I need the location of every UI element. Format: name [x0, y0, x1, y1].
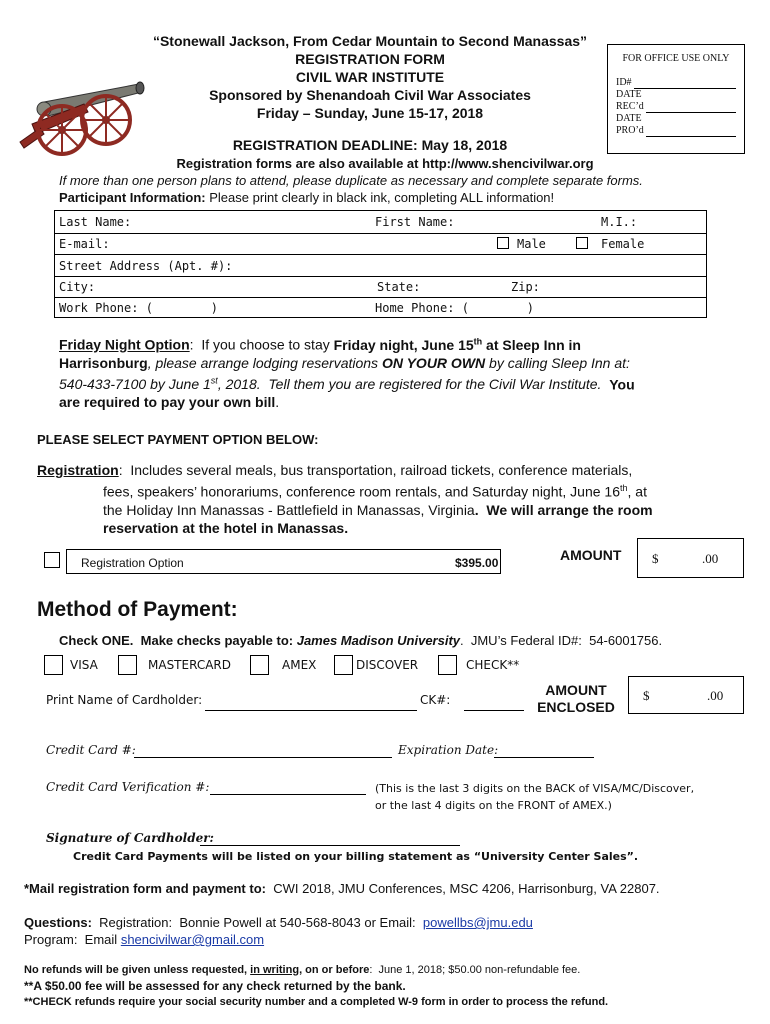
office-date2-label: DATE — [616, 113, 642, 124]
friday-text-4: , 2018. Tell them you are registered for the Civil War Institute. — [217, 376, 610, 393]
method-of-payment-title: Method of Payment: — [37, 598, 238, 621]
female-checkbox[interactable] — [576, 237, 588, 249]
home-phone-field[interactable]: Home Phone: ( ) — [375, 301, 534, 315]
office-recd-row — [616, 101, 736, 113]
state-field[interactable]: State: — [377, 280, 421, 294]
registration-option-price: $395.00 — [455, 556, 499, 570]
sponsor-line: Sponsored by Shenandoah Civil War Associates — [209, 87, 531, 103]
work-phone-field[interactable]: Work Phone: ( ) — [59, 301, 218, 315]
mail-to-label: *Mail registration form and payment to: — [24, 881, 266, 896]
amount-cents: .00 — [702, 551, 719, 566]
participant-label: Participant Information: — [59, 190, 206, 205]
friday-text-2: , please arrange lodging reservations — [147, 354, 382, 371]
last-name-field[interactable]: Last Name: — [59, 215, 132, 229]
amount-dollar-sign: $ — [652, 551, 659, 566]
registration-line-3-bold: . We will arrange the room — [474, 501, 653, 518]
office-id-line[interactable] — [634, 77, 736, 89]
registration-label: Registration — [37, 462, 119, 478]
enclosed-dollar-sign: $ — [643, 688, 650, 703]
discover-checkbox[interactable] — [334, 655, 353, 675]
refund-text-1: No refunds will be given unless requested, — [24, 964, 251, 976]
refund-policy — [24, 962, 608, 1010]
first-name-field[interactable]: First Name: — [375, 215, 455, 229]
office-prod-row — [616, 125, 736, 137]
zip-field[interactable]: Zip: — [511, 280, 540, 294]
friday-you: You — [609, 376, 635, 393]
check-label: CHECK** — [466, 658, 520, 672]
check-number-input[interactable] — [464, 697, 524, 711]
office-id-label: ID# — [616, 77, 632, 88]
returned-check-fee: **A $50.00 fee will be assessed for any check returned by the bank. — [24, 979, 406, 993]
deadline-value: : May 18, 2018 — [413, 137, 508, 153]
street-address-field[interactable]: Street Address (Apt. #): — [59, 259, 233, 273]
friday-text-1: : If you choose to stay — [189, 336, 334, 353]
friday-text-3: by calling Sleep Inn at: — [485, 354, 630, 371]
card-verification-input[interactable] — [210, 781, 366, 795]
form-header — [140, 32, 600, 154]
amount-label: AMOUNT — [560, 547, 622, 563]
office-use-box — [607, 44, 745, 154]
check-one-label: Check ONE. Make checks payable to: — [59, 633, 297, 648]
registration-line-4: reservation at the hotel in Manassas. — [103, 519, 349, 536]
cannon-wheel-right — [82, 96, 130, 144]
billing-statement-note: Credit Card Payments will be listed on your billing statement as “University Center Sales”. — [73, 850, 639, 863]
participant-text: Please print clearly in black ink, completing ALL information! — [205, 190, 555, 205]
federal-id: . JMU’s Federal ID#: 54-6001756. — [460, 633, 663, 648]
institute-name: CIVIL WAR INSTITUTE — [295, 69, 445, 85]
female-label: Female — [601, 237, 645, 251]
refund-in-writing: in writing — [250, 964, 300, 976]
mail-to-address: CWI 2018, JMU Conferences, MSC 4206, Harrisonburg, VA 22807. — [265, 881, 660, 896]
payment-select-heading: PLEASE SELECT PAYMENT OPTION BELOW: — [37, 432, 319, 447]
credit-card-number-input[interactable] — [134, 744, 392, 758]
friday-period: . — [275, 394, 280, 411]
form-name: REGISTRATION FORM — [295, 51, 445, 67]
registration-line-1: : Includes several meals, bus transportation, railroad tickets, conference materials, — [118, 462, 633, 478]
office-recd-line[interactable] — [646, 101, 736, 113]
check-refund-requirements: **CHECK refunds require your social security number and a completed W-9 form in order to process the refund. — [24, 996, 609, 1008]
registration-option-checkbox[interactable] — [44, 552, 60, 568]
visa-checkbox[interactable] — [44, 655, 63, 675]
friday-phone: 540-433-7100 by June 1 — [59, 376, 211, 393]
registration-email-link[interactable]: powellbs@jmu.edu — [422, 915, 533, 930]
friday-option-label: Friday Night Option — [59, 336, 190, 353]
deadline-line — [140, 136, 600, 154]
registration-description — [37, 461, 717, 537]
questions-block — [24, 914, 533, 948]
program-email-link[interactable]: shencivilwar@gmail.com — [120, 932, 265, 947]
payee-name: James Madison University — [296, 633, 461, 648]
friday-date-sup: th — [473, 336, 483, 346]
cvv-note-line-1: (This is the last 3 digits on the BACK of VISA/MC/Discover, — [375, 782, 695, 795]
registration-line-2: fees, speakers’ honorariums, conference room rentals, and Saturday night, June 16 — [103, 483, 620, 500]
cvv-note — [375, 780, 694, 814]
mail-to-line — [24, 881, 660, 896]
registration-option-label: Registration Option — [81, 556, 184, 570]
visa-label: VISA — [70, 658, 98, 672]
office-id-row — [616, 77, 736, 89]
check-checkbox[interactable] — [438, 655, 457, 675]
signature-input[interactable] — [200, 832, 460, 846]
event-title: “Stonewall Jackson, From Cedar Mountain to Second Manassas” — [152, 33, 588, 49]
payment-type-options — [44, 655, 584, 677]
amount-enclosed-line-2: ENCLOSED — [537, 699, 615, 715]
credit-card-number-label: Credit Card #: — [46, 743, 136, 757]
middle-initial-field[interactable]: M.I.: — [601, 215, 638, 229]
mastercard-checkbox[interactable] — [118, 655, 137, 675]
friday-option — [59, 332, 719, 411]
enclosed-cents: .00 — [707, 688, 724, 703]
check-one-instructions — [59, 633, 662, 648]
male-label: Male — [517, 237, 546, 251]
amex-label: AMEX — [282, 658, 317, 672]
registration-line-2-sup: th — [620, 483, 628, 493]
cardholder-label: Print Name of Cardholder: — [46, 693, 203, 707]
registration-amount-field[interactable] — [637, 538, 744, 578]
deadline-label: REGISTRATION DEADLINE — [232, 137, 414, 153]
questions-label: Questions: — [24, 915, 92, 930]
amount-enclosed-label — [530, 682, 622, 716]
city-field[interactable]: City: — [59, 280, 96, 294]
friday-pay-own: are required to pay your own bill — [59, 394, 276, 411]
participant-instructions — [59, 190, 554, 205]
amount-enclosed-field[interactable] — [628, 676, 744, 714]
questions-text: Registration: Bonnie Powell at 540-568-8043 or Email: — [91, 915, 423, 930]
check-number-label: CK#: — [420, 693, 451, 707]
card-verification-label: Credit Card Verification #: — [46, 780, 210, 794]
cvv-note-line-2: or the last 4 digits on the FRONT of AMEX.) — [375, 799, 612, 812]
office-use-title: FOR OFFICE USE ONLY — [622, 53, 730, 64]
registration-line-2-end: , at — [627, 483, 647, 500]
event-dates: Friday – Sunday, June 15-17, 2018 — [256, 105, 484, 121]
registration-option-box — [66, 549, 501, 574]
mastercard-label: MASTERCARD — [148, 658, 231, 672]
discover-label: DISCOVER — [356, 658, 419, 672]
cannon-wheel-left — [38, 106, 86, 154]
cannon-illustration — [14, 62, 154, 162]
registration-line-3: the Holiday Inn Manassas - Battlefield in Manassas, Virginia — [103, 501, 475, 518]
expiration-date-input[interactable] — [494, 744, 594, 758]
expiration-date-label: Expiration Date: — [398, 743, 499, 757]
participant-table — [54, 210, 707, 318]
friday-city: Harrisonburg — [59, 354, 148, 371]
refund-text-2: , on or before — [299, 964, 370, 976]
signature-label: Signature of Cardholder: — [46, 831, 214, 845]
cardholder-name-input[interactable] — [205, 697, 417, 711]
office-recd-label: REC’d — [616, 101, 644, 112]
friday-date: Friday night, June 15 — [333, 336, 474, 353]
duplicate-note: If more than one person plans to attend, please duplicate as necessary and complete separate forms. — [59, 173, 643, 188]
office-prod-line[interactable] — [646, 125, 736, 137]
office-date1-label: DATE — [616, 89, 642, 100]
amex-checkbox[interactable] — [250, 655, 269, 675]
male-checkbox[interactable] — [497, 237, 509, 249]
friday-phone-sup: st — [210, 375, 218, 386]
friday-hotel: at Sleep Inn in — [482, 336, 581, 353]
email-field[interactable]: E-mail: — [59, 237, 110, 251]
amount-enclosed-line-1: AMOUNT — [545, 682, 607, 698]
friday-own: ON YOUR OWN — [381, 354, 486, 371]
office-prod-label: PRO’d — [616, 125, 644, 136]
program-text: Program: Email — [24, 932, 121, 947]
availability-note: Registration forms are also available at http://www.shencivilwar.org — [176, 156, 594, 171]
refund-text-3: : June 1, 2018; $50.00 non-refundable fee. — [369, 964, 581, 976]
